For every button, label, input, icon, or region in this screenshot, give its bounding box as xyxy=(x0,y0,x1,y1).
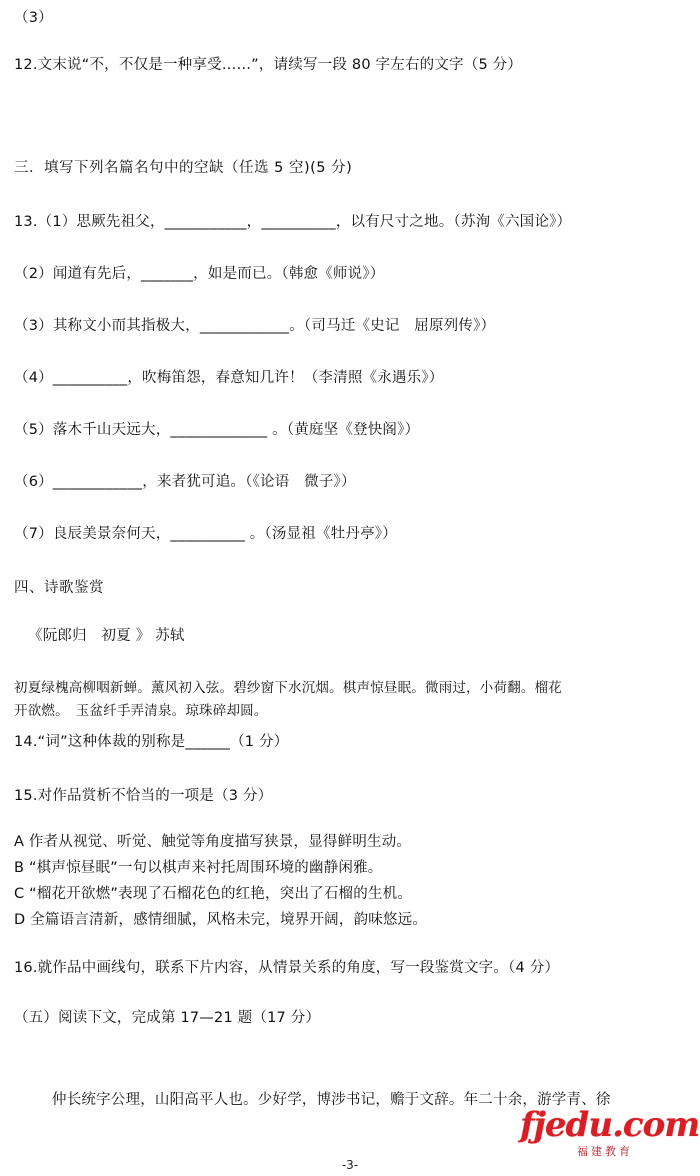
poem-body-line-1: 初夏绿槐高柳咽新蝉。薰风初入弦。碧纱窗下水沉烟。棋声惊昼眠。微雨过，小荷翻。榴花 xyxy=(14,680,562,696)
poem-body-line-2: 开欲燃。 玉盆纤手弄清泉。琼珠碎却圆。 xyxy=(14,703,268,719)
question-13-2: （2）闻道有先后，_______，如是而已。（韩愈《师说》） xyxy=(14,266,385,282)
question-15-option-a: A 作者从视觉、听觉、触觉等角度描写狭景，显得鲜明生动。 xyxy=(14,834,412,850)
watermark-brand xyxy=(520,1105,700,1145)
watermark-brand-text: fjedu xyxy=(520,1105,613,1145)
question-3-marker: （3） xyxy=(14,10,53,26)
question-13-5: （5）落木千山天远大，_____________ 。（黄庭坚《登快阁》） xyxy=(14,422,420,438)
question-16: 16.就作品中画线句，联系下片内容，从情景关系的角度，写一段鉴赏文字。（4 分） xyxy=(14,960,560,976)
question-15: 15.对作品赏析不恰当的一项是（3 分） xyxy=(14,788,273,804)
question-15-option-b: B “棋声惊昼眠”一句以棋声来衬托周围环境的幽静闲雅。 xyxy=(14,860,383,876)
question-15-option-c: C “榴花开欲燃”表现了石榴花色的红艳，突出了石榴的生机。 xyxy=(14,886,413,902)
question-13-6: （6）____________，来者犹可追。（《论语 微子》） xyxy=(14,474,356,490)
section-three-title: 三．填写下列名篇名句中的空缺（任选 5 空)(5 分) xyxy=(14,160,353,176)
question-13-3: （3）其称文小而其指极大，____________。（司马迁《史记 屈原列传》） xyxy=(14,318,496,334)
section-four-title: 四、诗歌鉴赏 xyxy=(14,580,104,596)
question-14: 14.“词”这种体裁的别称是______（1 分） xyxy=(14,734,289,750)
question-13-4: （4）__________，吹梅笛怨，春意知几许！（李清照《永遇乐》） xyxy=(14,370,444,386)
poem-title: 《阮郎归 初夏 》 苏轼 xyxy=(28,628,185,644)
watermark-subtitle: 福建教育 xyxy=(577,1145,633,1158)
question-13-1: 13.（1）思厥先祖父，___________，__________，以有尺寸之地。（苏洵《六国论》） xyxy=(14,214,572,230)
question-12: 12.文末说“不，不仅是一种享受……”，请续写一段 80 字左右的文字（5 分） xyxy=(14,57,523,73)
question-15-option-d: D 全篇语言清新，感情细腻，风格未完，境界开阔，韵味悠远。 xyxy=(14,912,428,928)
question-13-7: （7）良辰美景奈何天，__________ 。（汤显祖《牡丹亭》） xyxy=(14,526,397,542)
section-five-title: （五）阅读下文，完成第 17—21 题（17 分） xyxy=(14,1010,321,1026)
page-number: -3- xyxy=(341,1158,359,1172)
passage-line-1: 仲长统字公理，山阳高平人也。少好学，博涉书记，赡于文辞。年二十余，游学青、徐 xyxy=(52,1092,611,1108)
watermark-domain-text: .com xyxy=(612,1105,700,1145)
